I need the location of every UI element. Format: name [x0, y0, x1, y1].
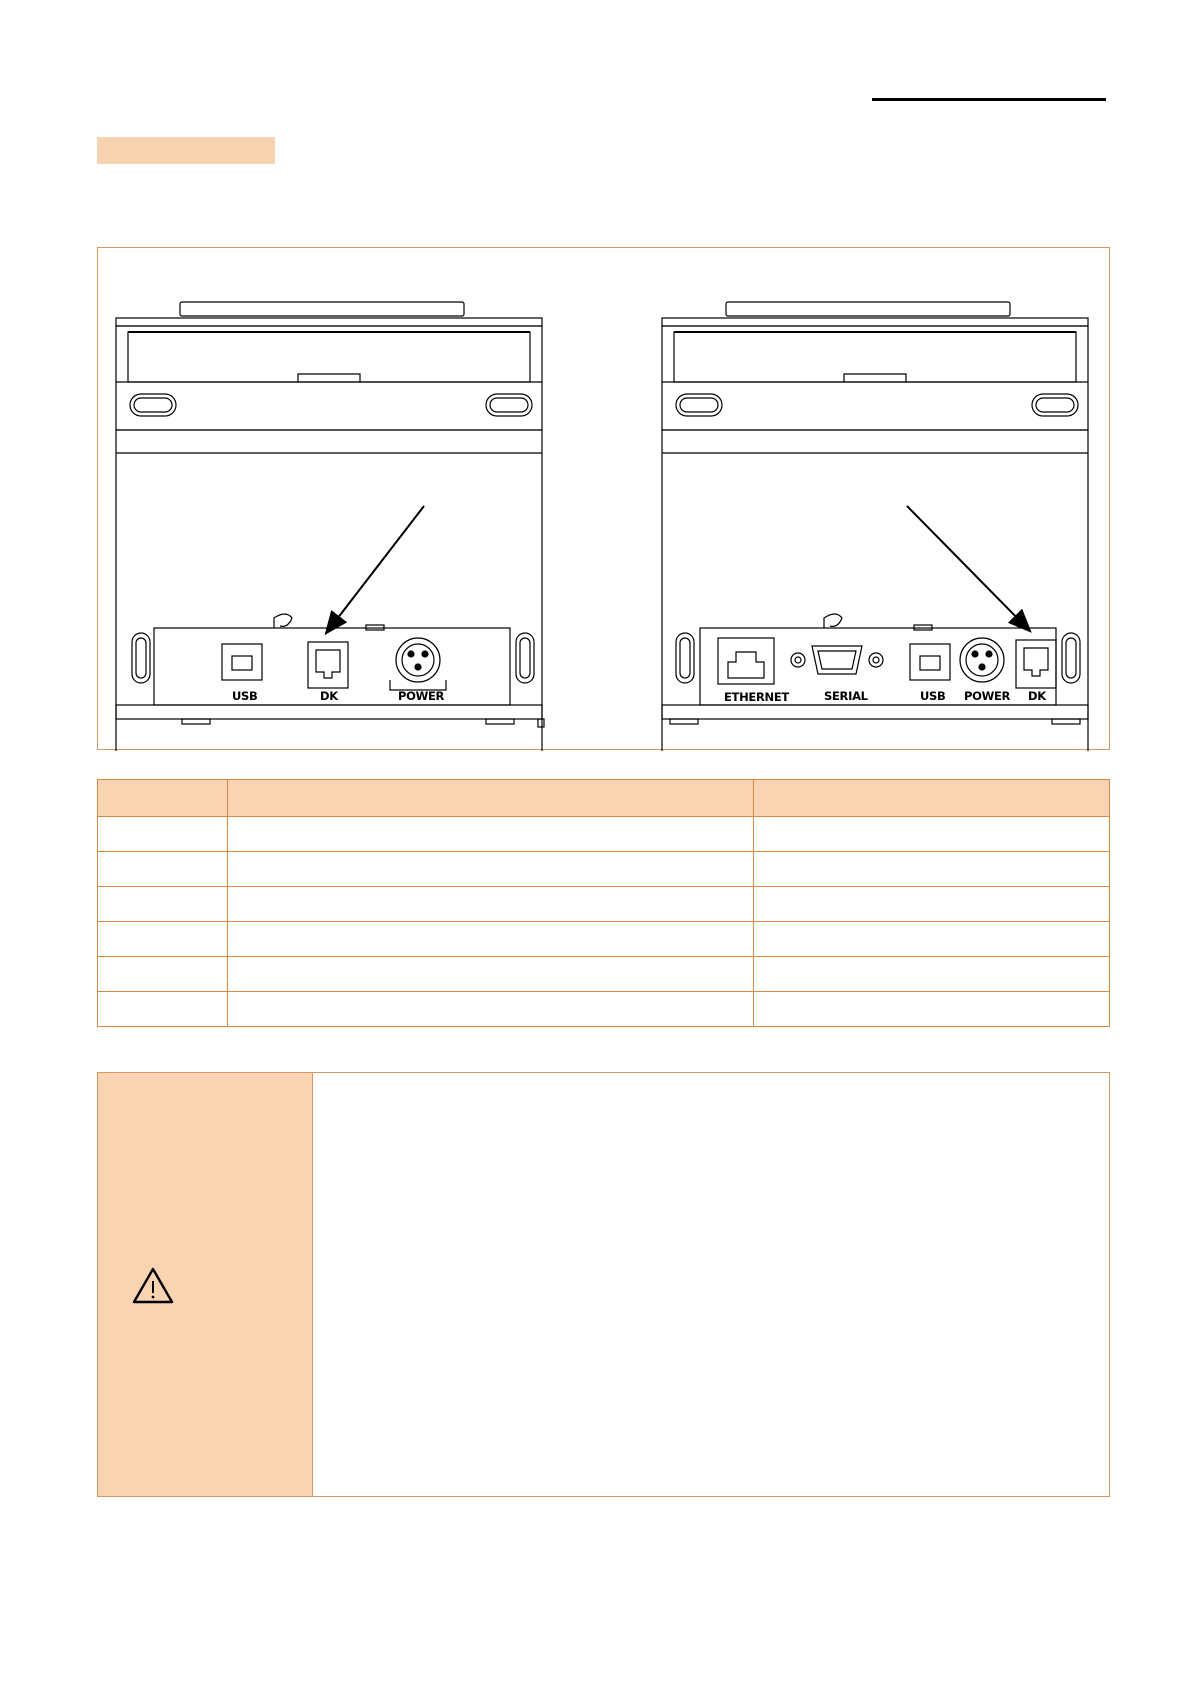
rear-panel-figure — [97, 247, 1110, 750]
table-cell — [228, 852, 754, 887]
printer-left-drawing — [116, 302, 544, 751]
left-dk-arrow — [327, 506, 424, 632]
table-cell — [228, 957, 754, 992]
port-description-table — [97, 779, 1110, 1027]
table-cell — [98, 992, 228, 1027]
table-row — [98, 817, 1110, 852]
right-usb-label: USB — [920, 689, 946, 703]
table-cell — [228, 922, 754, 957]
table-cell — [754, 887, 1110, 922]
left-power-label: POWER — [398, 689, 445, 703]
left-dk-label: DK — [320, 689, 338, 703]
table-cell — [98, 852, 228, 887]
header-rule — [872, 98, 1106, 101]
table-cell — [754, 817, 1110, 852]
caution-text-panel — [313, 1073, 1109, 1496]
right-power-label: POWER — [964, 689, 1011, 703]
table-cell — [228, 887, 754, 922]
table-cell — [754, 922, 1110, 957]
left-usb-label: USB — [232, 689, 258, 703]
table-cell — [98, 922, 228, 957]
right-ethernet-label: ETHERNET — [724, 690, 789, 704]
printer-right-drawing — [662, 302, 1088, 751]
table-row — [98, 992, 1110, 1027]
table-row — [98, 887, 1110, 922]
table-cell — [754, 957, 1110, 992]
caution-notice-box — [97, 1072, 1110, 1497]
table-header-row — [98, 780, 1110, 817]
table-header-cell — [754, 780, 1110, 817]
right-dk-label: DK — [1028, 689, 1046, 703]
table-row — [98, 922, 1110, 957]
warning-triangle-icon — [131, 1266, 175, 1306]
printer-rear-view-drawings — [98, 248, 1111, 751]
section-heading-tag — [97, 137, 275, 164]
table-cell — [98, 817, 228, 852]
table-cell — [754, 852, 1110, 887]
right-dk-arrow — [907, 506, 1029, 630]
table-cell — [228, 992, 754, 1027]
table-row — [98, 852, 1110, 887]
table-cell — [754, 992, 1110, 1027]
table-cell — [98, 957, 228, 992]
table-header-cell — [228, 780, 754, 817]
right-serial-label: SERIAL — [824, 689, 868, 703]
table-row — [98, 957, 1110, 992]
table-cell — [228, 817, 754, 852]
table-header-cell — [98, 780, 228, 817]
caution-label-panel — [98, 1073, 313, 1496]
table-cell — [98, 887, 228, 922]
